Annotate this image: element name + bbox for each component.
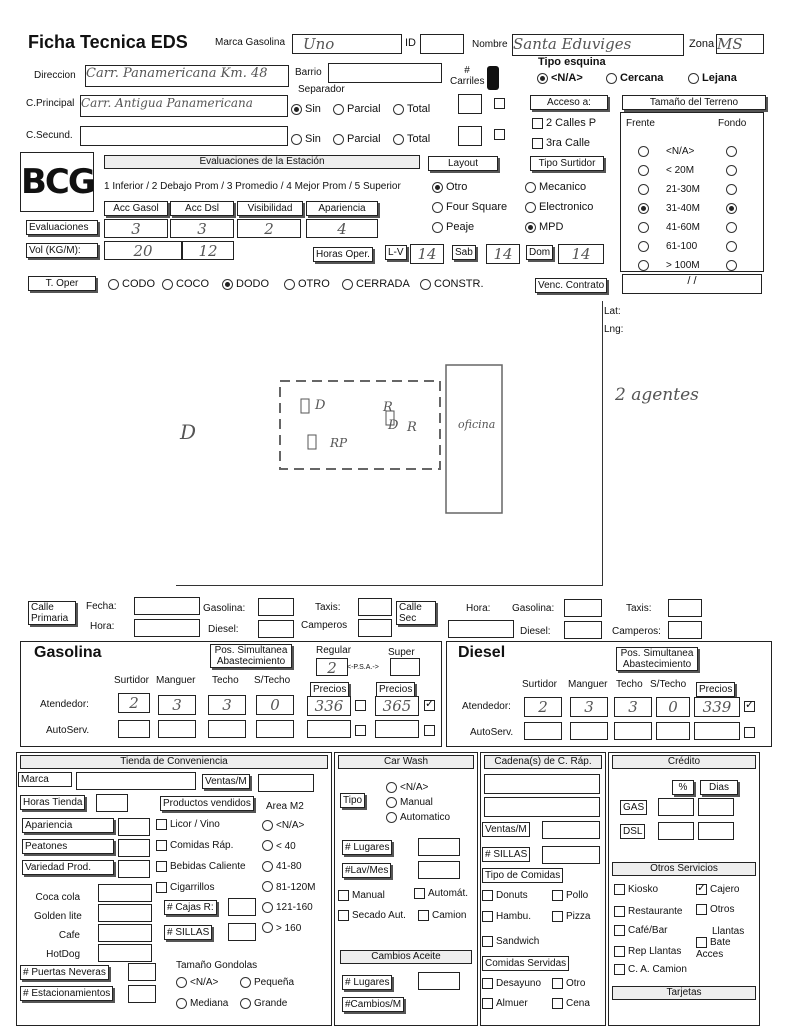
comida-sandwich[interactable]: Sandwich <box>482 936 539 947</box>
tienda-title: Tienda de Conveniencia <box>20 755 328 769</box>
toper-coco[interactable]: COCO <box>162 278 209 290</box>
dsl-pos-label: Pos. Simultanea Abastecimiento <box>616 647 698 671</box>
peatones-label: Peatones <box>22 839 114 854</box>
toper-codo[interactable]: CODO <box>108 278 155 290</box>
sep1-parcial[interactable]: Parcial <box>333 103 381 115</box>
regular-label: Regular <box>316 645 352 656</box>
carwash-secado[interactable]: Secado Aut. <box>338 910 406 921</box>
acceso-label: Acceso a: <box>530 95 608 110</box>
area-label: Area M2 <box>266 801 304 812</box>
csecund-label: C.Secund. <box>26 130 73 141</box>
gas-auto-stecho[interactable] <box>256 720 294 738</box>
acceso-3calle[interactable]: 3ra Calle <box>532 137 590 149</box>
calle-dsl-input[interactable] <box>258 620 294 638</box>
peatones-input[interactable] <box>118 839 150 857</box>
credito-dias-label: Dias <box>700 780 738 795</box>
gasolina-label: Gasolina: <box>203 603 246 614</box>
gas-stecho-input[interactable]: 0 <box>256 695 294 715</box>
taxis-input[interactable] <box>358 598 392 616</box>
credito-gas-pct[interactable] <box>658 798 694 816</box>
dsl-col-techo: Techo <box>616 679 643 690</box>
sab-label: Sab <box>452 245 476 260</box>
eval-col-accgasol: Acc Gasol <box>104 201 168 216</box>
esquina-cercana[interactable]: Cercana <box>606 72 663 84</box>
credito-dsl-pct[interactable] <box>658 822 694 840</box>
dsl-techo-input[interactable]: 3 <box>614 697 652 717</box>
gas-techo-input[interactable]: 3 <box>208 695 246 715</box>
taxis-label: Taxis: <box>315 602 341 613</box>
venc-label: Venc. Contrato <box>535 278 607 293</box>
gas-precio-sup-input[interactable]: 365 <box>375 696 419 716</box>
hora-label: Hora: <box>90 621 115 632</box>
dsl-autoserv-label: AutoServ. <box>470 727 514 738</box>
vol-label: Vol (KG/M): <box>26 243 98 258</box>
frente-label: Frente <box>626 118 655 129</box>
carwash-lugares-label: # Lugares <box>342 840 392 855</box>
eval-scale: 1 Inferior / 2 Debajo Prom / 3 Promedio / 4 Mejor Prom / 5 Superior <box>104 181 401 192</box>
tarjetas-title: Tarjetas <box>612 986 756 1000</box>
sketch-label-r2: R <box>383 400 393 415</box>
gasolina-title: Gasolina <box>34 644 102 661</box>
servida-desayuno[interactable]: Desayuno <box>482 978 541 989</box>
sketch-drawing <box>176 301 602 585</box>
camperos2-label: Camperos: <box>612 626 661 637</box>
tipo-esquina-label: Tipo esquina <box>538 56 606 68</box>
marca-label: Marca Gasolina <box>215 37 286 48</box>
calle2-gas-input[interactable] <box>564 599 602 617</box>
hora2-label: Hora: <box>466 603 491 614</box>
carwash-lav-label: #Lav/Mes <box>342 863 391 878</box>
marca-input[interactable]: Uno <box>292 34 402 54</box>
surtidor-label: Tipo Surtidor <box>530 156 604 171</box>
gas-auto-sup[interactable] <box>375 720 419 738</box>
camperos2-input[interactable] <box>668 621 702 639</box>
cajas-input[interactable] <box>228 898 256 916</box>
barrio-label: Barrio <box>295 67 322 78</box>
evaluaciones-label: Evaluaciones <box>26 220 98 235</box>
hotdog-input[interactable] <box>98 944 152 962</box>
cajas-label: # Cajas R: <box>164 900 217 915</box>
lv-label: L-V <box>385 245 407 260</box>
gas-surtidor-input[interactable]: 2 <box>118 693 150 713</box>
psa-input[interactable] <box>390 658 420 676</box>
sketch-label-rp: RP <box>330 436 348 450</box>
dsl-col-stecho: S/Techo <box>650 679 687 690</box>
lv-input[interactable]: 14 <box>410 244 444 264</box>
eval-col-accdsl: Acc Dsl <box>170 201 234 216</box>
credito-gas-dias[interactable] <box>698 798 734 816</box>
dsl-auto-stecho[interactable] <box>656 722 690 740</box>
carwash-manual[interactable]: Manual <box>338 890 385 901</box>
cadena-ventas-label: Ventas/M <box>482 822 530 837</box>
credito-dsl-label: DSL <box>620 824 645 839</box>
tienda-marca-label: Marca <box>18 772 72 787</box>
precios-labels: Coca cola Golden lite Cafe HotDog <box>34 892 82 960</box>
hora-input[interactable] <box>134 619 200 637</box>
comida-donuts[interactable]: Donuts <box>482 890 528 901</box>
layout-foursquare[interactable]: Four Square <box>432 201 507 213</box>
sep2-total[interactable]: Total <box>393 133 430 145</box>
cprincipal-input[interactable]: Carr. Antigua Panamericana <box>80 95 288 117</box>
apariencia-label: Apariencia <box>22 818 114 833</box>
gas-auto-techo[interactable] <box>208 720 246 738</box>
taxis2-input[interactable] <box>668 599 702 617</box>
surtidor-electronico[interactable]: Electronico <box>525 201 593 213</box>
productos-label: Productos vendidos <box>160 796 254 811</box>
apariencia-input[interactable] <box>118 818 150 836</box>
dsl-manguer-input[interactable]: 3 <box>570 697 608 717</box>
calle-primaria-label: Calle Primaria <box>28 601 76 625</box>
vol-dsl-input[interactable]: 12 <box>182 241 234 260</box>
toper-dodo[interactable]: DODO <box>222 278 269 290</box>
area-options[interactable]: <N/A> < 40 41-80 81-120M 121-160 > 160 <box>262 816 315 939</box>
eval-col-visibilidad: Visibilidad <box>237 201 303 216</box>
gas-atendedor-label: Atendedor: <box>40 699 89 710</box>
cadena-sillas-input[interactable] <box>542 846 600 864</box>
eval-col-apariencia: Apariencia <box>306 201 378 216</box>
serv-cafebar[interactable]: Café/Bar <box>614 925 667 936</box>
dsl-cb[interactable] <box>744 700 758 712</box>
servida-otro[interactable]: Otro <box>552 978 585 989</box>
dom-input[interactable]: 14 <box>558 244 604 264</box>
dsl-auto-precio[interactable] <box>694 722 740 740</box>
gas-autoserv-label: AutoServ. <box>46 725 90 736</box>
sketch-label-oficina: oficina <box>458 418 496 431</box>
diesel-title: Diesel <box>458 644 506 661</box>
golden-input[interactable] <box>98 904 152 922</box>
comida-pollo[interactable]: Pollo <box>552 890 588 901</box>
serv-bate-acces[interactable]: Bate Acces <box>696 937 731 961</box>
gondola-grande[interactable]: Grande <box>240 998 287 1009</box>
gas-reg-cb[interactable] <box>355 699 369 711</box>
carwash-autom[interactable]: Automát. <box>414 888 468 899</box>
sketch-label-d3: D <box>388 418 399 433</box>
coca-input[interactable] <box>98 884 152 902</box>
cadena-input-1[interactable] <box>484 774 600 794</box>
acceso-2calles[interactable]: 2 Calles P <box>532 117 596 129</box>
surtidor-mecanico[interactable]: Mecanico <box>525 181 586 193</box>
pos-val-input[interactable]: 2 <box>316 658 348 676</box>
esquina-lejana[interactable]: Lejana <box>688 72 737 84</box>
serv-otros[interactable]: Otros <box>696 904 734 915</box>
terreno-frente-radios[interactable] <box>638 142 652 275</box>
serv-llantas-label: Llantas <box>712 926 745 937</box>
cprincipal-label: C.Principal <box>26 98 75 109</box>
sketch-note: 2 agentes <box>615 385 699 405</box>
dsl-col-manguer: Manguer <box>568 679 608 690</box>
gas-col-techo: Techo <box>212 675 239 686</box>
zona-input[interactable]: MS <box>716 34 764 54</box>
sketch-area <box>176 301 603 586</box>
cb-secund[interactable] <box>494 128 508 140</box>
credito-dsl-dias[interactable] <box>698 822 734 840</box>
cambios-title: Cambios Aceite <box>340 950 472 964</box>
nombre-label: Nombre <box>472 39 508 50</box>
diesel-label: Diesel: <box>208 624 239 635</box>
fondo-label: Fondo <box>718 118 747 129</box>
camperos-input[interactable] <box>358 619 392 637</box>
credito-gas-label: GAS <box>620 800 647 815</box>
toper-otro[interactable]: OTRO <box>284 278 330 290</box>
gas-auto-surtidor[interactable] <box>118 720 150 738</box>
carwash-tipo-options[interactable]: <N/A> Manual Automatico <box>386 780 450 825</box>
servida-cena[interactable]: Cena <box>552 998 590 1009</box>
tienda-marca-input[interactable] <box>76 772 196 790</box>
cambios-m-label: #Cambios/M <box>342 997 404 1012</box>
lng-label: Lng: <box>604 324 624 335</box>
carwash-camion[interactable]: Camion <box>418 910 466 921</box>
bcg-logo: BCG <box>20 152 94 212</box>
layout-label: Layout <box>428 156 498 171</box>
tienda-ventas-input[interactable] <box>258 774 314 792</box>
dsl-col-surtidor: Surtidor <box>522 679 558 690</box>
toper-cerrada[interactable]: CERRADA <box>342 278 410 290</box>
direccion-input[interactable]: Carr. Panamericana Km. 48 <box>85 65 289 87</box>
venc-input[interactable]: / / <box>622 274 762 294</box>
hora2-input[interactable] <box>448 620 514 638</box>
carwash-title: Car Wash <box>338 755 474 769</box>
separador-label: Separador <box>298 84 345 95</box>
cadena-title: Cadena(s) de C. Ráp. <box>484 755 602 769</box>
gondola-na[interactable]: <N/A> <box>176 977 218 988</box>
zona-label: Zona <box>689 38 715 50</box>
id-label: ID <box>405 37 416 49</box>
dsl-precios-label: Precios <box>696 682 735 697</box>
tienda-ventas-label: Ventas/M <box>202 774 250 789</box>
tamano-label: Tamaño del Terreno <box>622 95 766 110</box>
serv-cajero[interactable]: ✓ Cajero <box>696 884 739 895</box>
sab-input[interactable]: 14 <box>486 244 520 264</box>
serv-ca-camion[interactable]: C. A. Camion <box>614 964 687 975</box>
dsl-auto-surtidor[interactable] <box>524 722 562 740</box>
cambios-lugares-input[interactable] <box>418 972 460 990</box>
eval-val-apariencia[interactable]: 4 <box>306 219 378 238</box>
gondola-mediana[interactable]: Mediana <box>176 998 228 1009</box>
calle2-dsl-input[interactable] <box>564 621 602 639</box>
gas-auto-sup-cb[interactable] <box>424 724 438 736</box>
fecha-label: Fecha: <box>86 601 117 612</box>
puertas-label: # Puertas Neveras <box>20 965 109 980</box>
cadena-sillas-label: # SILLAS <box>482 847 530 862</box>
variedad-label: Variedad Prod. <box>22 860 114 875</box>
cafe-input[interactable] <box>98 924 152 942</box>
gas-manguer-input[interactable]: 3 <box>158 695 196 715</box>
credito-pct-label: % <box>672 780 694 795</box>
gas-col-manguer: Manguer <box>156 675 196 686</box>
toper-constr[interactable]: CONSTR. <box>420 278 484 290</box>
gas-auto-reg-cb[interactable] <box>355 724 369 736</box>
carriles-label: # Carriles <box>450 65 485 87</box>
id-input[interactable] <box>420 34 464 54</box>
sep1-sin[interactable]: Sin <box>291 103 321 115</box>
dsl-atendedor-label: Atendedor: <box>462 701 511 712</box>
serv-restaurante[interactable]: Restaurante <box>614 906 682 917</box>
dom-label: Dom <box>526 245 553 260</box>
gondolas-label: Tamaño Gondolas <box>176 960 258 971</box>
comidas-servidas-label: Comidas Servidas <box>482 956 569 971</box>
gas-precios-reg-label: Precios <box>310 682 349 697</box>
vol-gas-input[interactable]: 20 <box>104 241 182 260</box>
gas-pos-label: Pos. Simultanea Abastecimiento <box>210 644 292 668</box>
serv-kiosko[interactable]: Kiosko <box>614 884 658 895</box>
carwash-tipo-label: Tipo <box>340 793 365 808</box>
puertas-input[interactable] <box>128 963 156 981</box>
cadena-ventas-input[interactable] <box>542 821 600 839</box>
csecund-input[interactable] <box>80 126 288 146</box>
tipo-comidas-label: Tipo de Comidas <box>482 868 563 883</box>
credito-title: Crédito <box>612 755 756 769</box>
comida-hambu[interactable]: Hambu. <box>482 911 531 922</box>
layout-peaje[interactable]: Peaje <box>432 221 474 233</box>
dsl-surtidor-input[interactable]: 2 <box>524 697 562 717</box>
terreno-fondo-radios[interactable] <box>726 142 740 275</box>
horas-oper-label: Horas Oper. <box>313 247 373 262</box>
gas-precios-sup-label: Precios <box>376 682 415 697</box>
nombre-input[interactable]: Santa Eduviges <box>512 34 684 56</box>
super-label: Super <box>388 647 415 658</box>
sep2-parcial[interactable]: Parcial <box>333 133 381 145</box>
carriles-secund-input[interactable] <box>458 126 482 146</box>
estac-input[interactable] <box>128 985 156 1003</box>
gas-col-stecho: S/Techo <box>254 675 291 686</box>
gas-sup-cb[interactable] <box>424 699 438 711</box>
servida-almuer[interactable]: Almuer <box>482 998 528 1009</box>
camperos-label: Camperos <box>301 620 348 631</box>
serv-rep-llantas[interactable]: Rep Llantas <box>614 946 681 957</box>
taxis2-label: Taxis: <box>626 603 652 614</box>
carwash-lugares-input[interactable] <box>418 838 460 856</box>
barrio-input[interactable] <box>328 63 442 83</box>
psa-label: <-P.S.A.-> <box>347 664 379 671</box>
esquina-na[interactable]: <N/A> <box>537 72 583 84</box>
eval-val-visibilidad[interactable]: 2 <box>237 219 301 238</box>
gasolina2-label: Gasolina: <box>512 603 555 614</box>
gondola-pequena[interactable]: Pequeña <box>240 977 294 988</box>
dsl-auto-cb[interactable] <box>744 726 758 738</box>
sketch-label-d1: D <box>180 420 197 444</box>
productos-list[interactable]: Licor / Vino Comidas Ráp. Bebidas Caliente Cigarrillos <box>156 814 246 898</box>
gas-auto-reg[interactable] <box>307 720 351 738</box>
terreno-options: <N/A> < 20M 21-30M 31-40M 41-60M 61-100 > 100M <box>666 146 700 271</box>
diesel2-label: Diesel: <box>520 626 551 637</box>
lat-label: Lat: <box>604 306 621 317</box>
layout-otro[interactable]: Otro <box>432 181 467 193</box>
dsl-precio-input[interactable]: 339 <box>694 697 740 717</box>
gas-precio-reg-input[interactable]: 336 <box>307 696 351 716</box>
sketch-label-r: R <box>407 420 417 435</box>
eval-val-accgasol[interactable]: 3 <box>104 219 168 238</box>
sketch-label-d2: D <box>315 398 326 413</box>
estac-label: # Estacionamientos <box>20 986 113 1001</box>
cb-principal[interactable] <box>494 97 508 109</box>
comida-pizza[interactable]: Pizza <box>552 911 590 922</box>
eval-val-accdsl[interactable]: 3 <box>170 219 234 238</box>
fecha-input[interactable] <box>134 597 200 615</box>
dsl-auto-techo[interactable] <box>614 722 652 740</box>
carwash-lav-input[interactable] <box>418 861 460 879</box>
gas-col-surtidor: Surtidor <box>114 675 150 686</box>
cadena-input-2[interactable] <box>484 797 600 817</box>
dsl-auto-manguer[interactable] <box>570 722 608 740</box>
cambios-lugares-label: # Lugares <box>342 975 392 990</box>
variedad-input[interactable] <box>118 860 150 878</box>
otros-servicios-title: Otros Servicios <box>612 862 756 876</box>
sillas-input[interactable] <box>228 923 256 941</box>
form-title: Ficha Tecnica EDS <box>28 32 188 52</box>
horas-tienda-label: Horas Tienda <box>20 795 85 810</box>
eval-title: Evaluaciones de la Estación <box>104 155 420 169</box>
carriles-principal-input[interactable] <box>458 94 482 114</box>
horas-tienda-input[interactable] <box>96 794 128 812</box>
sillas-label: # SILLAS <box>164 925 212 940</box>
dsl-stecho-input[interactable]: 0 <box>656 697 690 717</box>
sep1-total[interactable]: Total <box>393 103 430 115</box>
gas-auto-manguer[interactable] <box>158 720 196 738</box>
calle-gas-input[interactable] <box>258 598 294 616</box>
sep2-sin[interactable]: Sin <box>291 133 321 145</box>
toper-label: T. Oper <box>28 276 96 291</box>
traffic-light-icon <box>487 66 499 90</box>
calle-sec-label: Calle Sec <box>396 601 436 625</box>
surtidor-mpd[interactable]: MPD <box>525 221 563 233</box>
direccion-label: Direccion <box>34 70 76 81</box>
